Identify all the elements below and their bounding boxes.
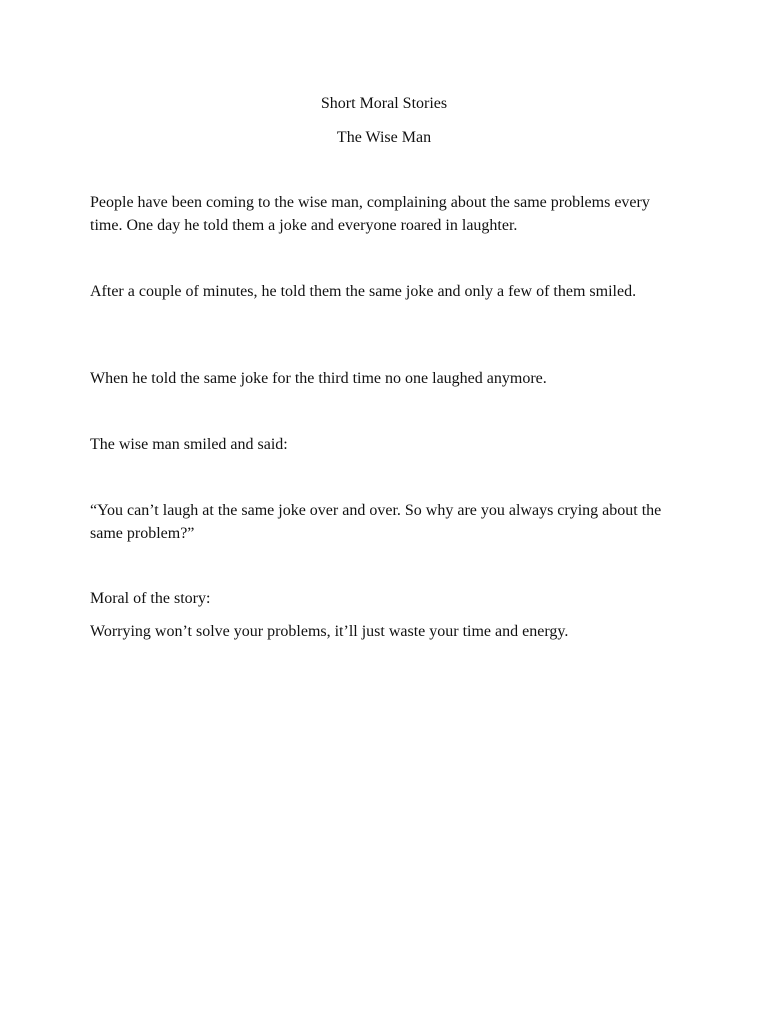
paragraph-5-quote: “You can’t laugh at the same joke over and over. So why are you always crying about the same problem?”: [90, 502, 662, 542]
paragraph-3: When he told the same joke for the third time no one laughed anymore.: [90, 370, 547, 387]
paragraph-1: People have been coming to the wise man, complaining about the same problems every time. One day he told them a joke and everyone roared in laughter.: [90, 194, 650, 234]
moral-label: Moral of the story:: [90, 590, 211, 607]
paragraph-2: After a couple of minutes, he told them the same joke and only a few of them smiled.: [90, 283, 637, 300]
paragraph-4: The wise man smiled and said:: [90, 436, 288, 453]
moral-text: Worrying won’t solve your problems, it’ll just waste your time and energy.: [90, 623, 569, 640]
story-title: The Wise Man: [336, 129, 432, 146]
document-title: Short Moral Stories: [320, 95, 448, 112]
